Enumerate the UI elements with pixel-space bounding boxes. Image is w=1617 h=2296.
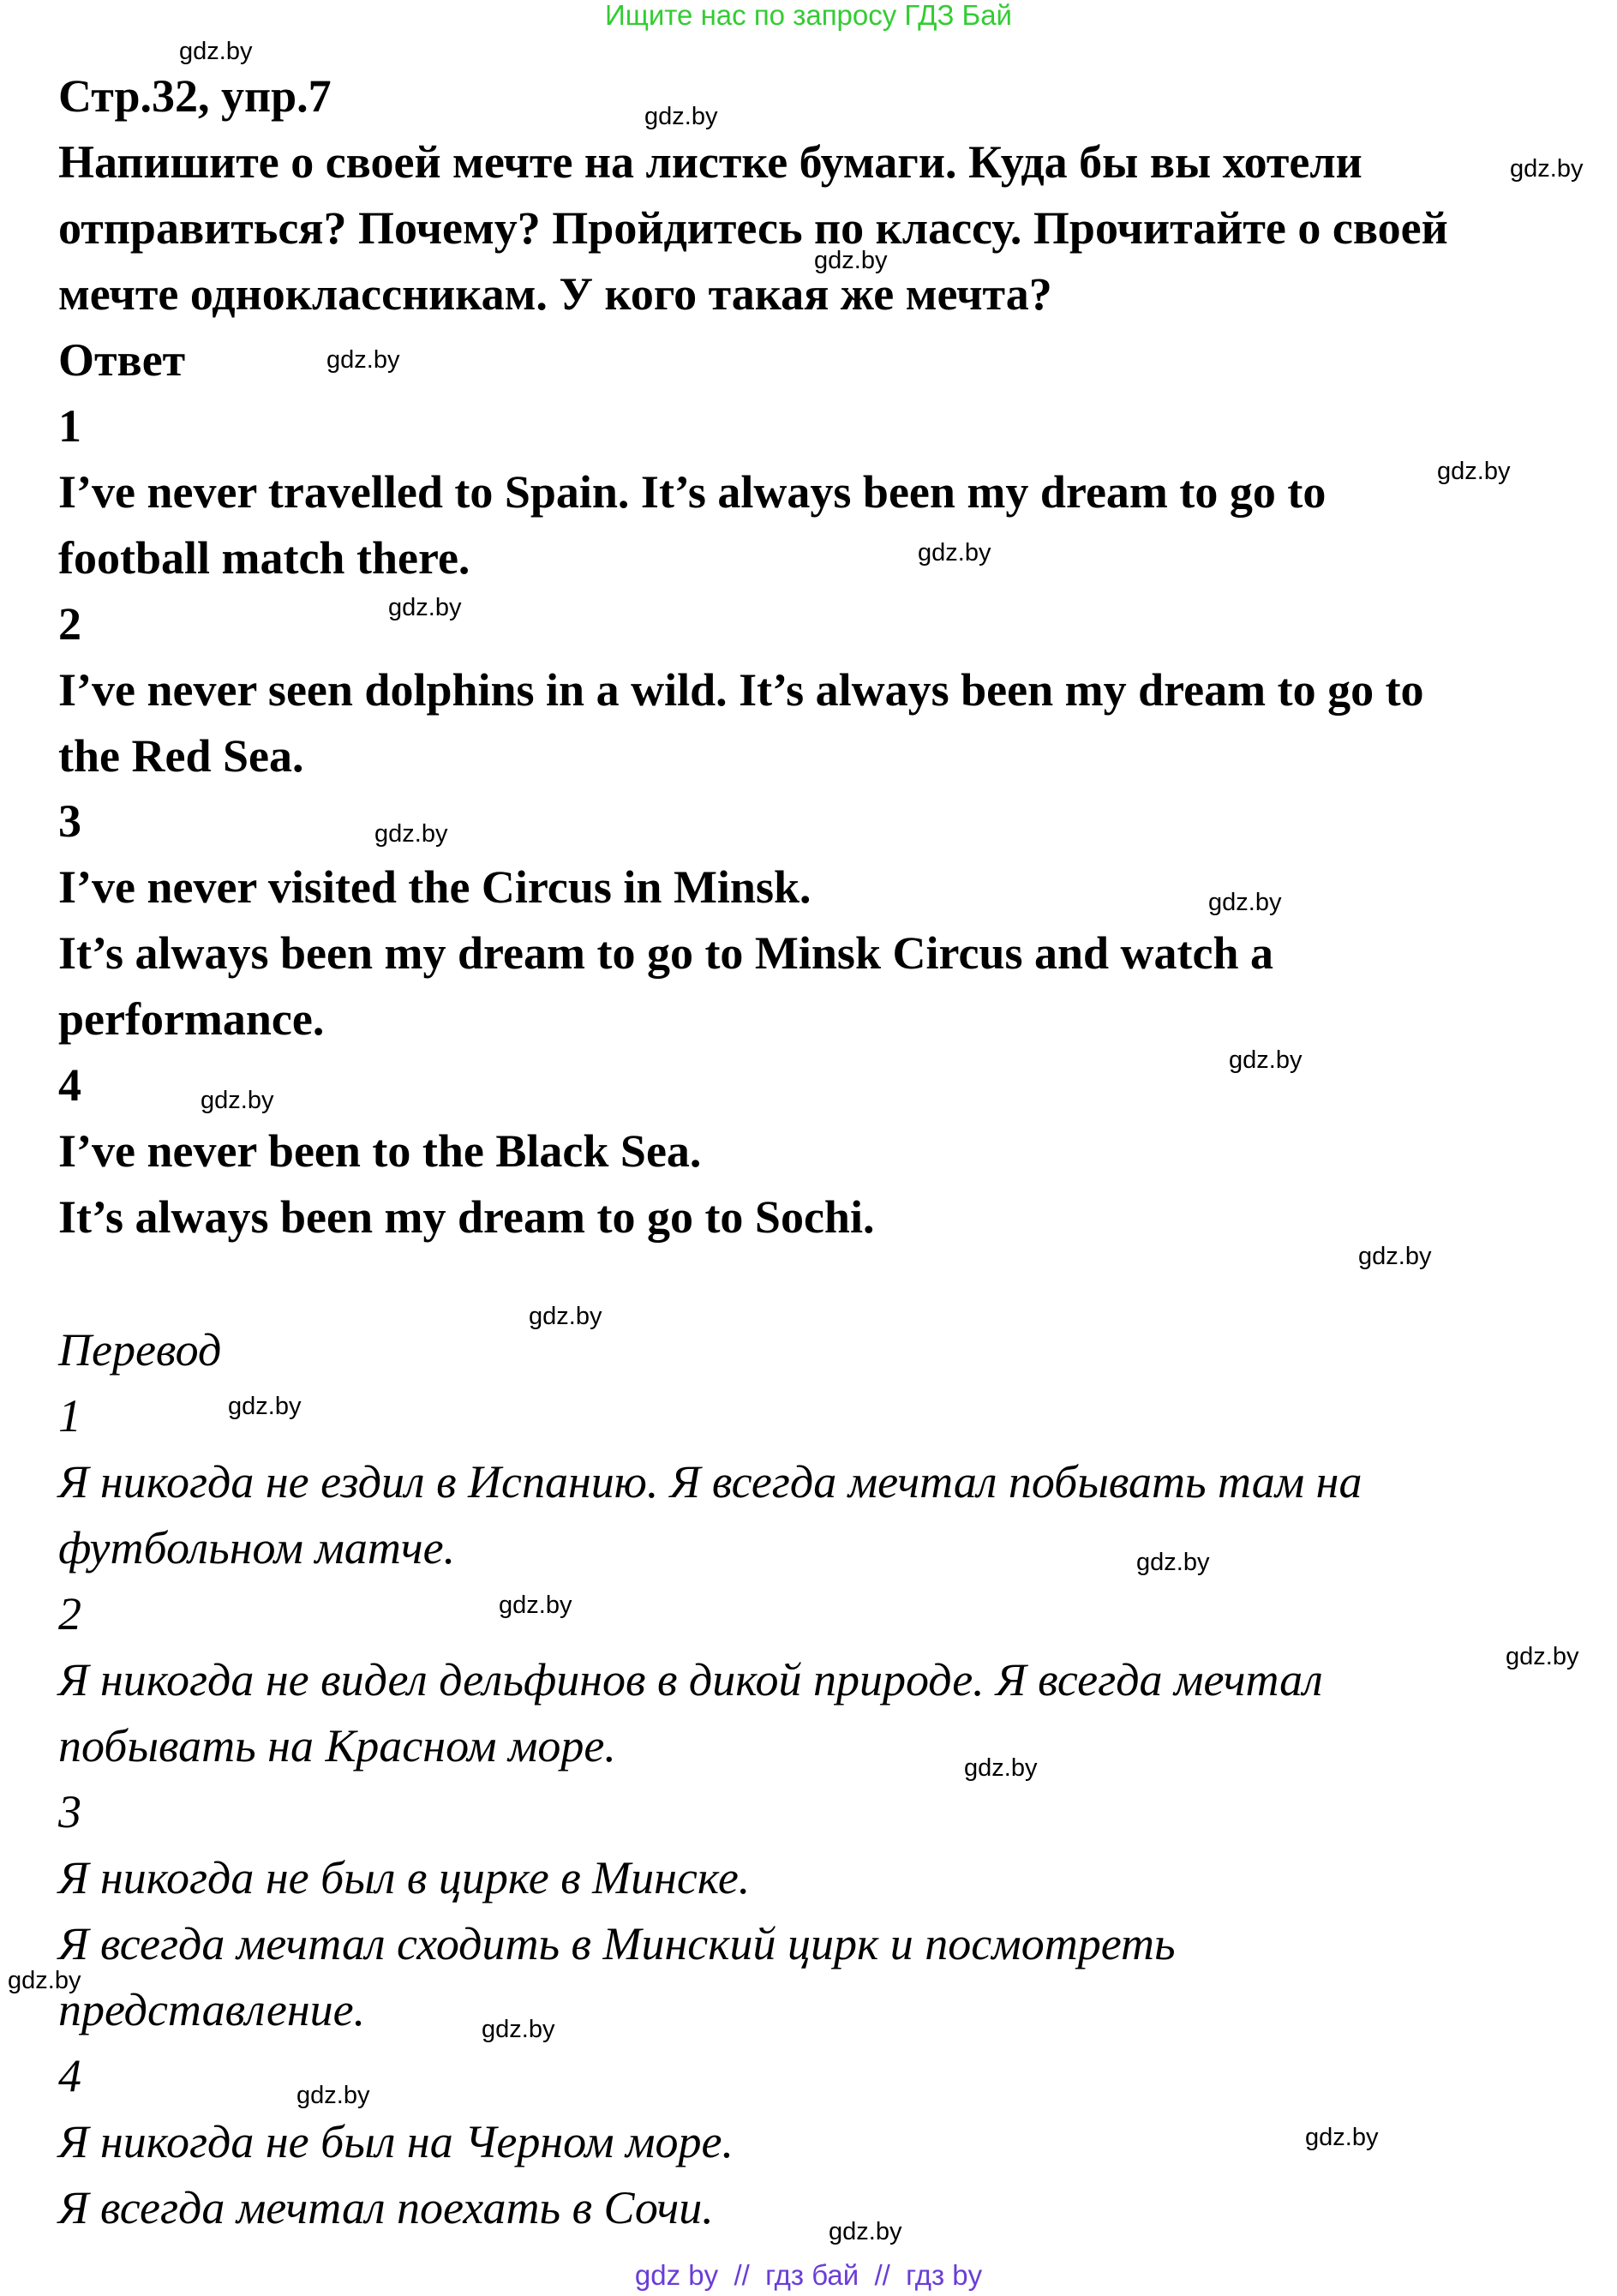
answer-line: It’s always been my dream to go to Sochi. [58, 1191, 875, 1243]
translation-line: Я никогда не видел дельфинов в дикой природе. Я всегда мечтал [58, 1654, 1323, 1706]
translation-line: Я никогда не был в цирке в Минске. [58, 1852, 751, 1903]
watermark: gdz.by [1208, 889, 1282, 916]
translation-number: 4 [58, 2050, 81, 2101]
watermark: gdz.by [374, 820, 448, 848]
task-line-3: мечте одноклассникам. У кого такая же мечта? [58, 268, 1052, 320]
translation-number: 3 [58, 1786, 81, 1837]
translation-line: Я никогда не был на Черном море. [58, 2116, 734, 2167]
watermark: gdz.by [829, 2218, 902, 2245]
watermark: gdz.by [1437, 458, 1511, 485]
answer-number: 1 [58, 400, 81, 452]
watermark: gdz.by [529, 1303, 602, 1330]
watermark: gdz.by [1358, 1243, 1432, 1270]
watermark: gdz.by [1229, 1046, 1303, 1074]
answer-label: Ответ [58, 334, 186, 386]
answer-line: I’ve never visited the Circus in Minsk. [58, 861, 811, 913]
translation-line: Я всегда мечтал поехать в Сочи. [58, 2182, 714, 2233]
watermark: gdz.by [1510, 155, 1584, 183]
answer-line: It’s always been my dream to go to Minsk Circus and watch a [58, 927, 1274, 979]
watermark: gdz.by [644, 103, 718, 130]
watermark: gdz.by [499, 1592, 572, 1619]
watermark: gdz.by [1136, 1549, 1210, 1576]
watermark: gdz.by [296, 2082, 370, 2109]
bottom-banner[interactable]: gdz by // гдз бай // гдз by [634, 2259, 983, 2291]
answer-number: 3 [58, 795, 81, 847]
watermark: gdz.by [201, 1087, 274, 1114]
answer-number: 4 [58, 1059, 81, 1111]
watermark: gdz.by [964, 1754, 1038, 1782]
watermark: gdz.by [482, 2016, 555, 2043]
answer-line: the Red Sea. [58, 730, 304, 782]
task-line-1: Напишите о своей мечте на листке бумаги. Куда бы вы хотели [58, 136, 1362, 188]
watermark: gdz.by [1305, 2124, 1379, 2151]
answer-number: 2 [58, 598, 81, 650]
watermark: gdz.by [8, 1967, 81, 1994]
top-banner[interactable]: Ищите нас по запросу ГДЗ Бай [605, 0, 1012, 31]
watermark: gdz.by [918, 539, 991, 567]
answer-line: I’ve never seen dolphins in a wild. It’s always been my dream to go to [58, 664, 1424, 716]
translation-line: Я всегда мечтал сходить в Минский цирк и посмотреть [58, 1918, 1176, 1969]
task-line-2: отправиться? Почему? Пройдитесь по классу. Прочитайте о своей [58, 202, 1448, 254]
translation-number: 1 [58, 1390, 81, 1442]
translation-line: футбольном матче. [58, 1522, 456, 1574]
watermark: gdz.by [179, 38, 253, 65]
translation-line: Я никогда не ездил в Испанию. Я всегда мечтал побывать там на [58, 1456, 1362, 1508]
answer-line: I’ve never travelled to Spain. It’s always been my dream to go to [58, 466, 1327, 518]
answer-line: football match there. [58, 532, 470, 584]
answer-line: performance. [58, 993, 325, 1045]
answer-line: I’ve never been to the Black Sea. [58, 1125, 702, 1177]
watermark: gdz.by [388, 594, 462, 621]
translation-line: представление. [58, 1984, 366, 2035]
watermark: gdz.by [228, 1393, 302, 1420]
translation-label: Перевод [58, 1324, 222, 1376]
page-title: Стр.32, упр.7 [58, 70, 332, 122]
translation-number: 2 [58, 1588, 81, 1640]
watermark: gdz.by [326, 346, 400, 374]
watermark: gdz.by [814, 247, 888, 274]
watermark: gdz.by [1506, 1643, 1579, 1670]
translation-line: побывать на Красном море. [58, 1720, 616, 1771]
